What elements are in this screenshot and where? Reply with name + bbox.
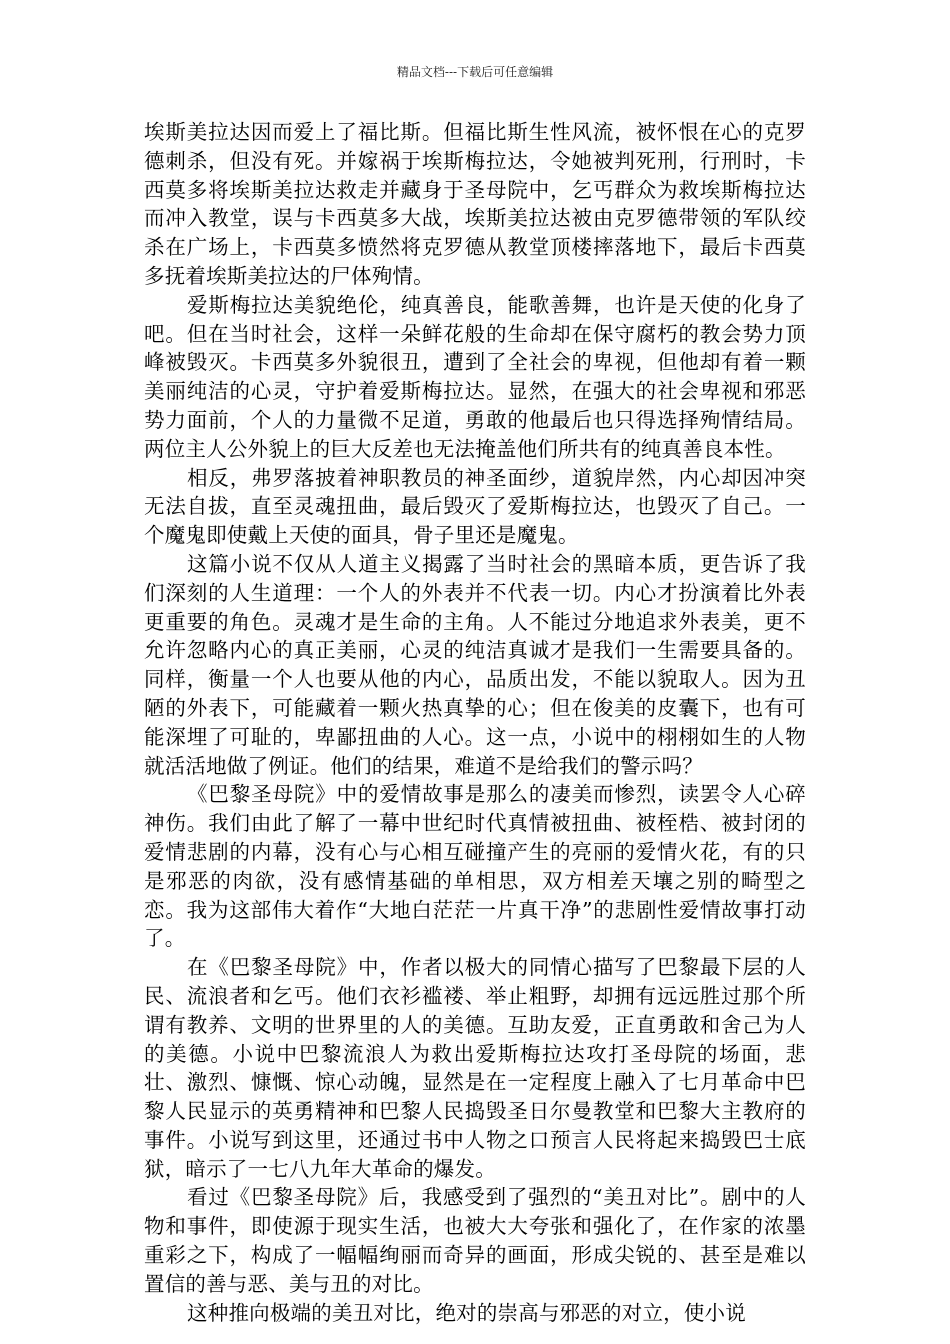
document-body xyxy=(144,118,806,1327)
paragraph-1: 埃斯美拉达因而爱上了福比斯。但福比斯生性风流，被怀恨在心的克罗德刺杀，但没有死。并嫁祸于埃斯梅拉达，令她被判死刑，行刑时，卡西莫多将埃斯美拉达救走并藏身于圣母院中，乞丐群众为救埃斯梅拉达而冲入教堂，误与卡西莫多大战，埃斯美拉达被由克罗德带领的军队绞杀在广场上，卡西莫多愤然将克罗德从教堂顶楼摔落地下，最后卡西莫多抚着埃斯美拉达的尸体殉情。 xyxy=(144,120,806,288)
page-header: 精品文档---下载后可任意编辑 xyxy=(396,65,554,79)
paragraph-6: 在《巴黎圣母院》中，作者以极大的同情心描写了巴黎最下层的人民、流浪者和乞丐。他们衣衫褴褛、举止粗野，却拥有远远胜过那个所谓有教养、文明的世界里的人的美德。互助友爱，正直勇敢和舍己为人的美德。小说中巴黎流浪人为救出爱斯梅拉达攻打圣母院的场面，悲壮、激烈、慷慨、惊心动魄，显然是在一定程度上融入了七月革命中巴黎人民显示的英勇精神和巴黎人民捣毁圣日尔曼教堂和巴黎大主教府的事件。小说写到这里，还通过书中人物之口预言人民将起来捣毁巴士底狱，暗示了一七八九年大革命的爆发。 xyxy=(144,955,806,1181)
paragraph-2: 爱斯梅拉达美貌绝伦，纯真善良，能歌善舞，也许是天使的化身了吧。但在当时社会，这样一朵鲜花般的生命却在保守腐朽的教会势力顶峰被毁灭。卡西莫多外貌很丑，遭到了全社会的卑视，但他却有着一颗美丽纯洁的心灵，守护着爱斯梅拉达。显然，在强大的社会卑视和邪恶势力面前，个人的力量微不足道，勇敢的他最后也只得选择殉情结局。两位主人公外貌上的巨大反差也无法掩盖他们所共有的纯真善良本性。 xyxy=(144,292,806,461)
paragraph-7: 看过《巴黎圣母院》后，我感受到了强烈的“美丑对比”。剧中的人物和事件，即使源于现实生活，也被大大夸张和强化了，在作家的浓墨重彩之下，构成了一幅幅绚丽而奇异的画面，形成尖锐的、甚至是难以置信的善与恶、美与丑的对比。 xyxy=(144,1185,806,1296)
paragraph-8: 这种推向极端的美丑对比，绝对的崇高与邪恶的对立，使小说 xyxy=(187,1300,746,1325)
paragraph-5: 《巴黎圣母院》中的爱情故事是那么的凄美而惨烈，读罢令人心碎神伤。我们由此了解了一幕中世纪时代真情被扭曲、被桎梏、被封闭的爱情悲剧的内幕，没有心与心相互碰撞产生的亮丽的爱情火花，有的只是邪恶的肉欲，没有感情基础的单相思，双方相差天壤之别的畸型之恋。我为这部伟大着作“大地白茫茫一片真干净”的悲剧性爱情故事打动了。 xyxy=(144,782,806,951)
paragraph-3: 相反，弗罗落披着神职教员的神圣面纱，道貌岸然，内心却因冲突无法自拔，直至灵魂扭曲，最后毁灭了爱斯梅拉达，也毁灭了自己。一个魔鬼即使戴上天使的面具，骨子里还是魔鬼。 xyxy=(144,465,806,548)
paragraph-4: 这篇小说不仅从人道主义揭露了当时社会的黑暗本质，更告诉了我们深刻的人生道理：一个人的外表并不代表一切。内心才扮演着比外表更重要的角色。灵魂才是生命的主角。人不能过分地追求外表美，更不允许忽略内心的真正美丽，心灵的纯洁真诚才是我们一生需要具备的。同样，衡量一个人也要从他的内心，品质出发，不能以貌取人。因为丑陋的外表下，可能藏着一颗火热真挚的心；但在俊美的皮囊下，也有可能深埋了可耻的，卑鄙扭曲的人心。这一点，小说中的栩栩如生的人物就活活地做了例证。他们的结果，难道不是给我们的警示吗？ xyxy=(144,551,806,778)
